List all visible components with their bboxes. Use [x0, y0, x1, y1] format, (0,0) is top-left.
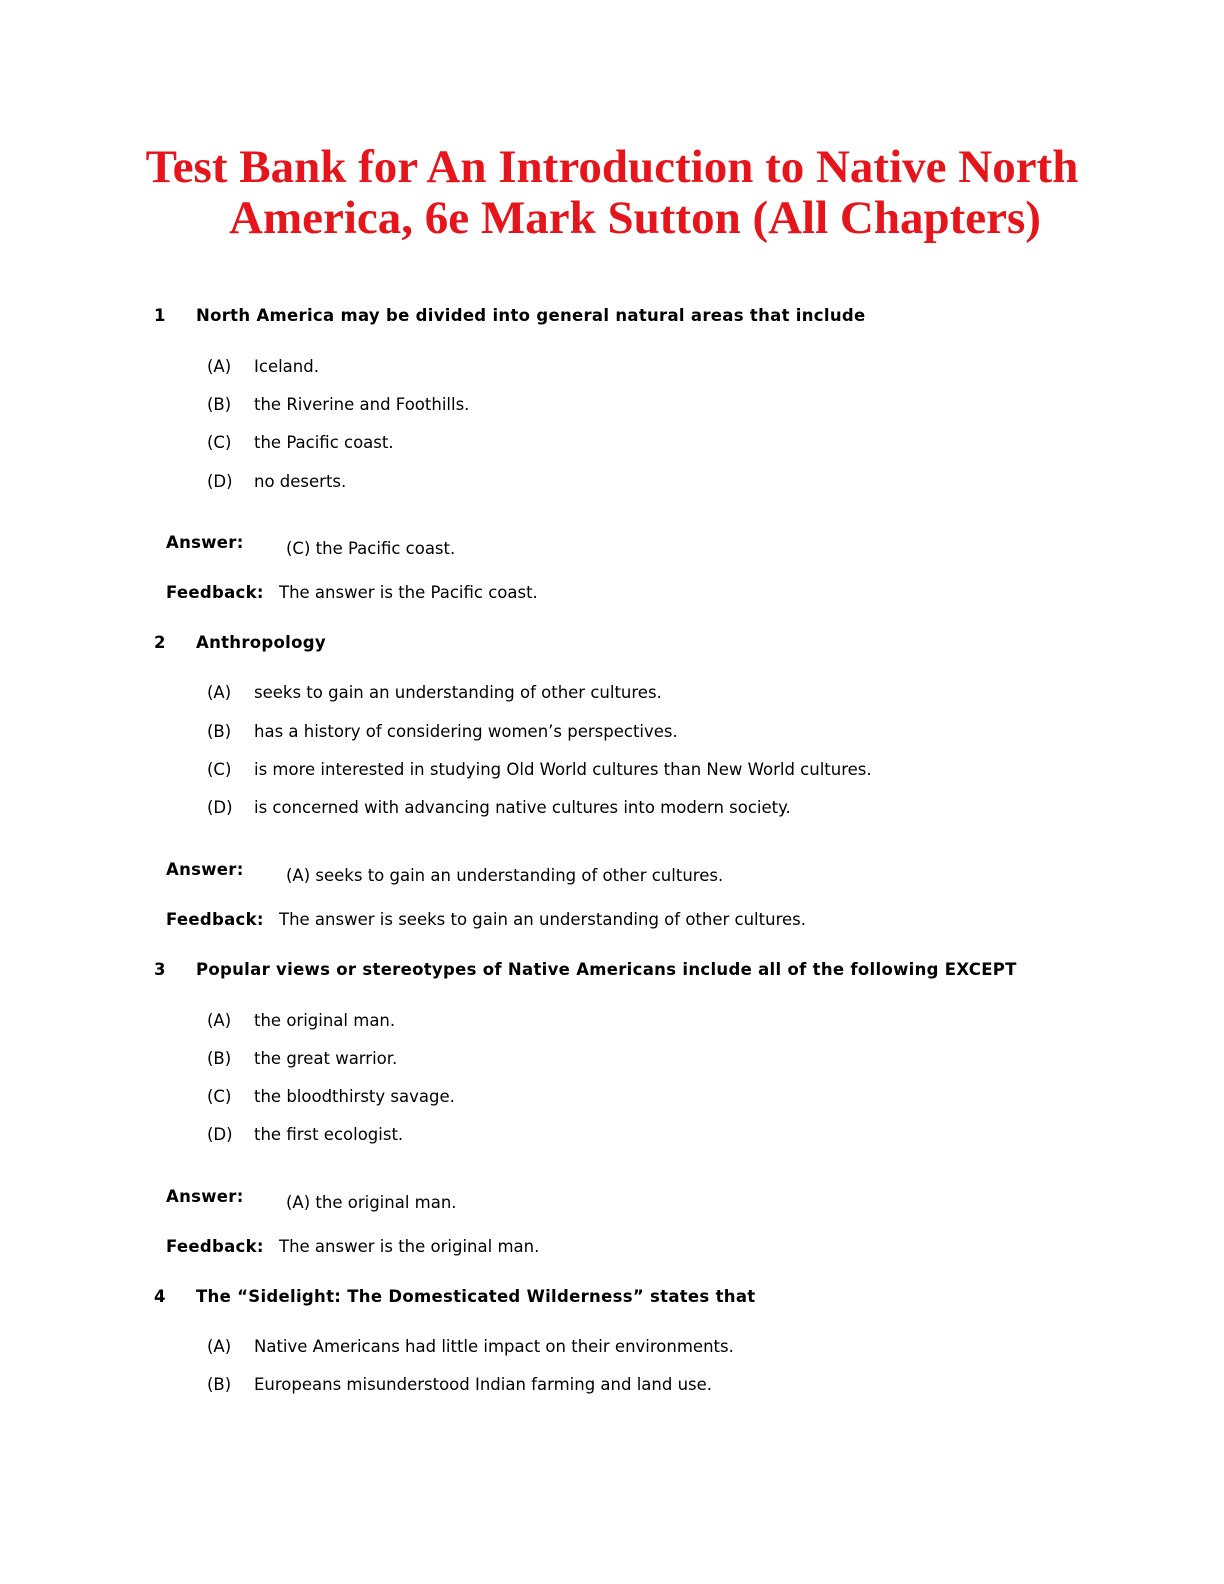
option-text: is concerned with advancing native cultures into modern society.	[254, 798, 791, 817]
question-number: 3	[154, 960, 166, 979]
option-text: the Pacific coast.	[254, 433, 394, 452]
answer-text: (A) seeks to gain an understanding of other cultures.	[286, 866, 724, 885]
option-text: seeks to gain an understanding of other cultures.	[254, 683, 662, 702]
option-text: the original man.	[254, 1011, 396, 1030]
option-letter: (A)	[207, 357, 232, 376]
question-text: North America may be divided into general natural areas that include	[196, 306, 866, 325]
option-letter: (D)	[207, 798, 233, 817]
option-letter: (C)	[207, 760, 232, 779]
question-number: 4	[154, 1287, 166, 1306]
feedback-label: Feedback:	[166, 583, 264, 602]
option-text: no deserts.	[254, 472, 347, 491]
option-letter: (A)	[207, 1337, 232, 1356]
question-number: 1	[154, 306, 166, 325]
option-text: Iceland.	[254, 357, 319, 376]
answer-label: Answer:	[166, 533, 244, 552]
answer-label: Answer:	[166, 1187, 244, 1206]
feedback-text: The answer is the Pacific coast.	[279, 583, 538, 602]
feedback-label: Feedback:	[166, 1237, 264, 1256]
title-line-1: Test Bank for An Introduction to Native North	[145, 141, 1079, 193]
answer-label: Answer:	[166, 860, 244, 879]
option-letter: (D)	[207, 472, 233, 491]
option-text: Native Americans had little impact on their environments.	[254, 1337, 734, 1356]
option-letter: (C)	[207, 433, 232, 452]
answer-text: (A) the original man.	[286, 1193, 457, 1212]
option-letter: (B)	[207, 1375, 232, 1394]
feedback-text: The answer is the original man.	[279, 1237, 540, 1256]
feedback-label: Feedback:	[166, 910, 264, 929]
option-text: the Riverine and Foothills.	[254, 395, 470, 414]
option-text: Europeans misunderstood Indian farming and land use.	[254, 1375, 713, 1394]
option-letter: (A)	[207, 683, 232, 702]
question-text: Anthropology	[196, 633, 326, 652]
title-line-2: America, 6e Mark Sutton (All Chapters)	[229, 192, 1041, 244]
question-text: Popular views or stereotypes of Native Americans include all of the following EXCEPT	[196, 960, 1017, 979]
question-text: The “Sidelight: The Domesticated Wilderness” states that	[196, 1287, 756, 1306]
option-letter: (B)	[207, 1049, 232, 1068]
option-letter: (D)	[207, 1125, 233, 1144]
page-title	[0, 142, 1224, 244]
option-letter: (C)	[207, 1087, 232, 1106]
option-text: is more interested in studying Old World cultures than New World cultures.	[254, 760, 872, 779]
question-number: 2	[154, 633, 166, 652]
option-letter: (B)	[207, 395, 232, 414]
option-letter: (A)	[207, 1011, 232, 1030]
option-text: the first ecologist.	[254, 1125, 404, 1144]
option-letter: (B)	[207, 722, 232, 741]
feedback-text: The answer is seeks to gain an understanding of other cultures.	[279, 910, 806, 929]
option-text: the great warrior.	[254, 1049, 398, 1068]
answer-text: (C) the Pacific coast.	[286, 539, 456, 558]
option-text: has a history of considering women’s perspectives.	[254, 722, 678, 741]
option-text: the bloodthirsty savage.	[254, 1087, 455, 1106]
